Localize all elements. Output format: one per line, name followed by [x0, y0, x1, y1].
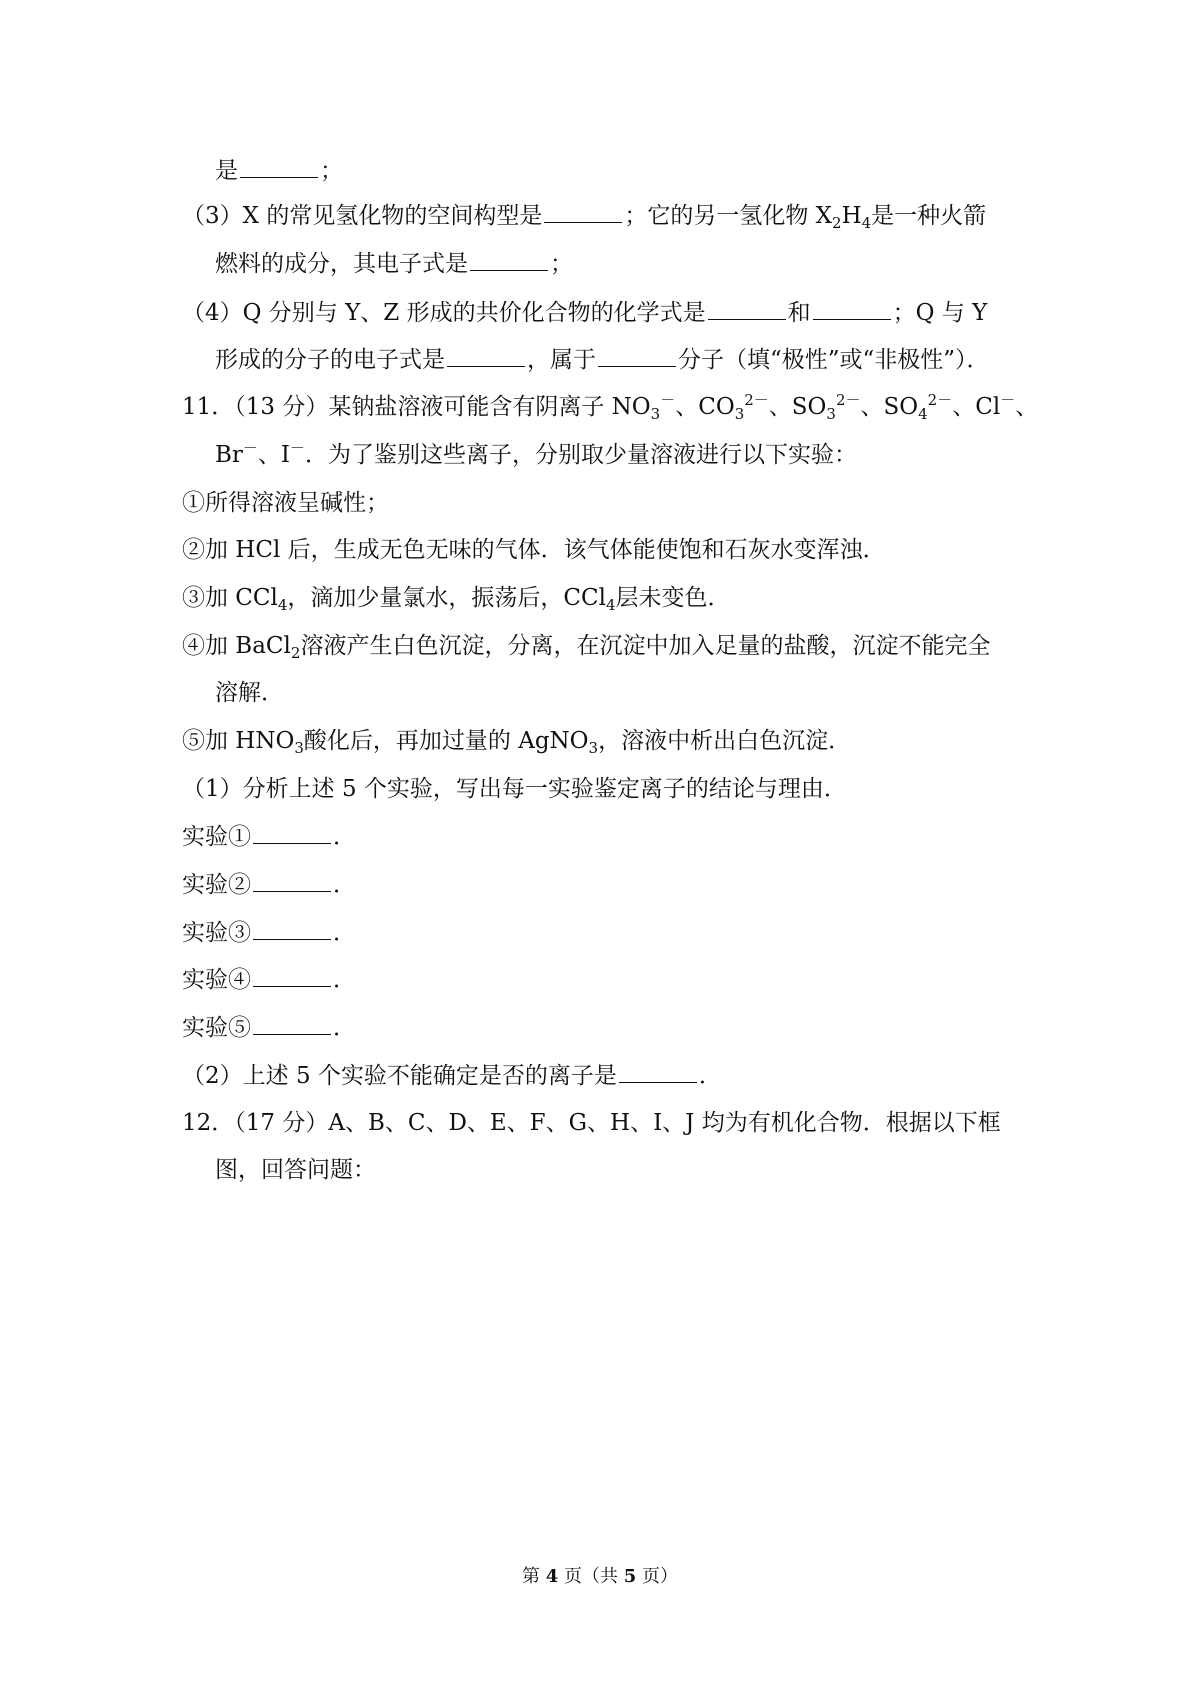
q10-3-line2: 燃料的成分，其电子式是 ；	[215, 248, 573, 279]
q10-4-line2: 形成的分子的电子式是 ，属于 分子（填“极性”或“非极性”）．	[215, 344, 990, 375]
exp4-line2: 溶解．	[215, 680, 284, 706]
exp3: ③加 CCl$_4$，滴加少量氯水，振荡后，CCl$_4$层未变色．	[182, 585, 731, 614]
answer-exp2: 实验② ．	[182, 869, 356, 900]
answer-blank[interactable]	[598, 344, 676, 367]
q10-4-line1: （4）Q 分别与 Y、Z 形成的共价化合物的化学式是 和 ；Q 与 Y	[182, 297, 987, 328]
answer-blank[interactable]	[619, 1060, 697, 1083]
answer-blank[interactable]	[544, 200, 622, 223]
exp5: ⑤加 $HNO_3$酸化后，再加过量的 AgNO$_3$，溶液中析出白色沉淀．	[182, 728, 852, 757]
answer-exp5: 实验⑤ ．	[182, 1012, 356, 1043]
answer-blank[interactable]	[253, 917, 331, 940]
q11-1: （1）分析上述 5 个实验，写出每一实验鉴定离子的结论与理由．	[182, 776, 847, 802]
page-footer: 第 4 页（共 5 页）	[522, 1566, 678, 1587]
q11-stem-line2: Br－、I－．为了鉴别这些离子，分别取少量溶液进行以下实验：	[215, 439, 858, 468]
answer-blank[interactable]	[708, 297, 786, 320]
answer-blank[interactable]	[253, 1012, 331, 1035]
q12-stem-line2: 图，回答问题：	[215, 1157, 376, 1183]
answer-exp1: 实验① ．	[182, 821, 356, 852]
answer-blank[interactable]	[447, 344, 525, 367]
answer-exp4: 实验④ ．	[182, 964, 356, 995]
exp1: ①所得溶液呈碱性；	[182, 490, 389, 516]
answer-blank[interactable]	[470, 248, 548, 271]
q11-2: （2）上述 5 个实验不能确定是否的离子是 ．	[182, 1060, 722, 1091]
exp2: ②加 HCl 后，生成无色无味的气体．该气体能使饱和石灰水变浑浊．	[182, 537, 886, 563]
answer-blank[interactable]	[240, 155, 318, 178]
answer-exp3: 实验③ ．	[182, 917, 356, 948]
answer-blank[interactable]	[253, 821, 331, 844]
q10-3-line1: （3）X 的常见氢化物的空间构型是 ；它的另一氢化物 $X_2H_4$是一种火箭	[182, 200, 986, 231]
q12-stem-line1: 12．（17 分）A、B、C、D、E、F、G、H、I、J 均为有机化合物．根据以下框	[182, 1110, 1001, 1136]
q11-stem-line1: 11．（13 分）某钠盐溶液可能含有阴离子 $NO_3^-$、$CO_3^{2-}$、$SO_3^{2-}$、$SO_4^{2-}$、Cl－、	[182, 391, 1039, 423]
q10-2-tail: 是 ；	[215, 155, 343, 186]
answer-blank[interactable]	[253, 869, 331, 892]
answer-blank[interactable]	[813, 297, 891, 320]
exp4-line1: ④加 BaCl$_2$溶液产生白色沉淀，分离，在沉淀中加入足量的盐酸，沉淀不能完全	[182, 633, 991, 662]
answer-blank[interactable]	[253, 964, 331, 987]
